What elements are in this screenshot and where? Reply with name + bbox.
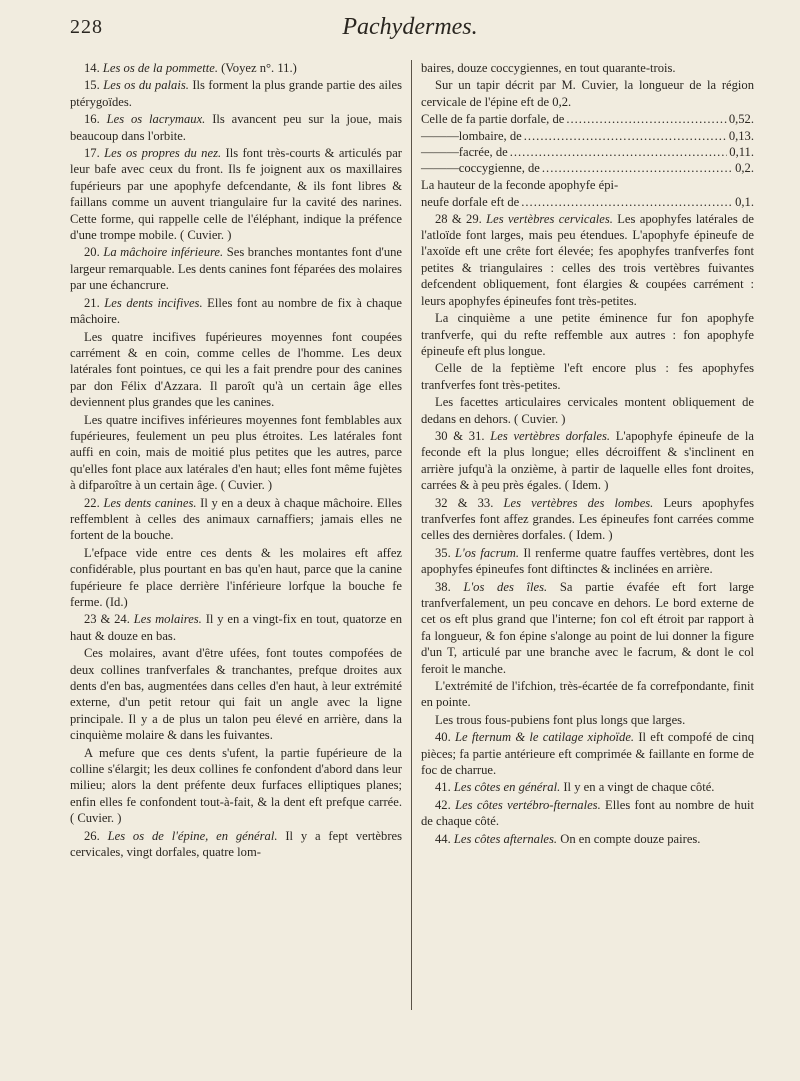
paragraph: Sur un tapir décrit par M. Cuvier, la longueur de la région cervicale de l'épine eft de 0,2. [421, 78, 754, 109]
article-paragraph [70, 828, 402, 861]
article-text: On en compte douze paires. [557, 831, 701, 846]
article-number: 41. [435, 780, 454, 795]
article-number: 42. [435, 797, 456, 812]
article-number: 17. [84, 146, 105, 161]
article-paragraph [421, 428, 754, 494]
article-paragraph [70, 495, 402, 544]
article-number: 35. [435, 545, 456, 560]
article-title: Les os de la pommette. [102, 61, 218, 75]
article-paragraph [70, 145, 402, 243]
article-number: 22. [84, 495, 104, 510]
article-paragraph [421, 495, 754, 544]
article-number: 23 & 24. [84, 612, 134, 627]
article-text: (Voyez n°. 11.) [217, 61, 297, 75]
article-paragraph [421, 831, 754, 847]
article-title: Les vertèbres dorfales. [490, 428, 610, 443]
leader-dots [566, 111, 726, 127]
article-text: Ils avancent peu sur la joue, mais beaucoup dans l'orbite. [70, 112, 403, 143]
measurement-row [421, 128, 754, 144]
article-title: Les vertèbres des lombes. [503, 495, 654, 510]
article-number: 15. [84, 78, 104, 93]
leader-dots [524, 128, 727, 144]
article-paragraph [421, 545, 754, 578]
continued-text: baires, douze coccygiennes, en tout quarante-trois. [421, 61, 676, 75]
article-title: Les côtes afternales. [453, 831, 558, 846]
paragraph: Ces molaires, avant d'être ufées, font toutes compofées de deux collines tranfverfales & tranchantes, prefque droites aux dents d'en bas, augmentées dans celles d'en haut, à leur extrémité externe, d'un petit retour qui fait un angle avec la ligne principale. Il y a de plus un talon peu élevé en arrière, dans la cinquième molaire & dans les fuivantes. [70, 646, 402, 743]
article-text: Sa partie évafée eft fort large tranfverfalement, un peu concave en dehors. Le bord externe de cet os eft plus grand que l'interne; fon col eft étroit par rapport à fa longueur, & fon épine s'alonge au point de lui donner la figure d'un T, articulé par une branche avec le facrum, & dont le col feroit le manche. [421, 579, 754, 676]
article-text: Il y a fept vertèbres cervicales, vingt dorfales, quatre lom- [70, 828, 403, 860]
article-paragraph [70, 244, 402, 293]
article-text: Il eft compofé de cinq pièces; fa partie antérieure eft comprimée & faillante en forme de foc de charrue. [421, 730, 754, 778]
paragraph: Les trous fous-pubiens font plus longs que larges. [435, 712, 686, 727]
article-text: Ses branches montantes font d'une largeur remarquable. Les dents canines font féparées des molaires par une échancrure. [70, 245, 403, 293]
article-title: Les dents incifives. [104, 295, 203, 310]
article-title: Les os lacrymaux. [106, 112, 206, 127]
measurement-value: 0,13. [728, 128, 754, 143]
article-text: Ils forment la plus grande partie des ailes ptérygoïdes. [70, 78, 403, 109]
measurement-row [421, 194, 754, 210]
paragraph: Les facettes articulaires cervicales montent obliquement de dedans en dehors. ( Cuvier. ) [421, 395, 754, 426]
article-text: Il y en a vingt-fix en tout, quatorze en haut & douze en bas. [70, 612, 402, 643]
leader-dots [510, 144, 728, 160]
article-paragraph [70, 111, 402, 144]
article-text: Les apophyfes latérales de l'atloïde font larges, mais peu étendues. L'apophyfe épineufe de l'axoïde eft une crête fort élevée; fes apophyfes tranfverfes font petites & triangulaires : celles des trois vertèbres fuivantes defcendent obliquement, font élargies & coupées carrément : leurs apophyfes épineufes font très-petites. [421, 211, 754, 308]
article-text: Il y en a deux à chaque mâchoire. Elles reffemblent à celles des animaux carnaffiers; jamais elles ne fortent de la bouche. [70, 495, 403, 543]
paragraph: L'extrémité de l'ifchion, très-écartée de fa correfpondante, finit en pointe. [421, 679, 754, 710]
article-title: Les vertèbres cervicales. [486, 211, 613, 226]
paragraph: La cinquième a une petite éminence fur fon apophyfe tranfverfe, qui du refte reffemble aux autres : fon apophyfe épineufe eft plus longue. [421, 311, 754, 358]
article-paragraph [421, 211, 754, 309]
article-text: Elles font au nombre de fix à chaque mâchoire. [70, 295, 402, 327]
measurement-value: 0,1. [735, 195, 754, 210]
article-title: Le fternum & le catilage xiphoïde. [455, 730, 635, 745]
article-paragraph [421, 579, 754, 677]
right-column [421, 60, 754, 848]
page-header [70, 14, 750, 46]
paragraph: A mefure que ces dents s'ufent, la partie fupérieure de la colline s'élargit; les deux collines fe confondent d'abord dans leur milieu; alors la dent préfente deux furfaces elliptiques planes; enfin elles fe confondent tout-à-fait, & la dent eft prefque carrée. ( Cuvier. ) [70, 745, 402, 826]
article-text: Ils font très-courts & articulés par leur bafe avec ceux du front. Ils fe joignent aux os maxillaires fupérieurs par une apophyfe defcendante, & ils font libres & faillans comme un auvent triangulaire fur la cavité des narines. Cette forme, qui rappelle celle de l'éléphant, indique la préfence d'une trompe mobile. ( Cuvier. ) [70, 146, 402, 243]
article-title: Les dents canines. [103, 495, 197, 510]
measurement-label: ———coccygienne, de [421, 161, 540, 176]
measurement-label: ———facrée, de [421, 145, 508, 160]
article-title: Les côtes vertébro-fternales. [455, 797, 601, 812]
article-title: Les os du palais. [103, 78, 189, 93]
article-number: 16. [84, 112, 107, 127]
article-number: 32 & 33. [435, 495, 504, 510]
measurement-row [421, 111, 754, 127]
paragraph: Les quatre incifives fupérieures moyennes font coupées carrément & en coin, comme celles de l'homme. Les deux latérales font pointues, ce qui les a fait prendre pour des canines par don Félix d'Azzara. Il paroît qu'à un certain âge elles deviennent plus grandes que les canines. [70, 329, 402, 410]
article-paragraph [70, 611, 402, 644]
article-text: Leurs apophyfes tranfverfes font affez grandes. Les épineufes font carrées comme celles des dernières dorfales. ( Idem. ) [421, 495, 755, 543]
paragraph: L'efpace vide entre ces dents & les molaires eft affez confidérable, plus pourtant en bas qu'en haut, parce que la canine fupérieure fe place derrière l'inférieure lorfque la bouche fe ferme. (Id.) [70, 545, 402, 609]
measurement-label: Celle de fa partie dorfale, de [421, 112, 565, 127]
article-paragraph [70, 77, 402, 110]
paragraph: Celle de la feptième l'eft encore plus : fes apophyfes tranfverfes font très-petites. [421, 361, 754, 392]
article-number: 40. [435, 730, 456, 745]
article-number: 14. [84, 61, 103, 75]
article-number: 30 & 31. [435, 428, 491, 443]
article-paragraph [70, 295, 402, 328]
measurement-row [421, 144, 754, 160]
article-title: L'os des îles. [463, 579, 548, 594]
article-title: L'os facrum. [455, 545, 520, 560]
measurement-row [421, 160, 754, 176]
leader-dots [542, 160, 733, 176]
article-number: 20. [84, 245, 104, 260]
article-text: Il renferme quatre fauffes vertèbres, dont les apophyfes épineufes font diftinctes & inclinées en arrière. [421, 545, 755, 577]
measurement-value: 0,52. [728, 112, 754, 127]
article-text: Elles font au nombre de huit de chaque côté. [421, 797, 754, 829]
article-text: L'apophyfe épineufe de la feconde eft la plus longue; elles décroiffent & s'inclinent en arrière jufqu'à la onzième, à partir de laquelle elles font droites, carrées & à peu près égales. ( Idem. ) [421, 428, 754, 493]
article-number: 21. [84, 295, 105, 310]
article-title: Les côtes en général. [453, 780, 561, 795]
article-paragraph [421, 729, 754, 778]
column-divider [411, 60, 412, 1010]
article-paragraph [421, 779, 754, 795]
article-paragraph [421, 797, 754, 830]
article-title: La mâchoire inférieure. [103, 245, 224, 260]
article-text: Il y en a vingt de chaque côté. [560, 780, 715, 795]
running-head: Pachydermes. [342, 14, 478, 40]
article-title: Les os propres du nez. [104, 146, 222, 161]
measurement-value: 0,2. [735, 161, 754, 176]
measurement-label: ———lombaire, de [421, 128, 522, 143]
page-number: 228 [70, 16, 103, 38]
article-number: 44. [435, 831, 454, 846]
continued-text: La hauteur de la feconde apophyfe épi- [421, 177, 619, 192]
article-title: Les molaires. [133, 612, 202, 627]
article-paragraph [70, 60, 402, 76]
leader-dots [521, 194, 733, 210]
article-number: 26. [84, 828, 108, 843]
paragraph: Les quatre incifives inférieures moyennes font femblables aux fupérieures, feulement un peu plus étroites. Les latérales font auffi en coin, mais de moitié plus petites que les autres, parce qu'elles font place aux latérales d'en haut; elles font même fujètes à difparoître à un certain âge. ( Cuvier. ) [70, 412, 402, 493]
measurement-label: neufe dorfale eft de [421, 195, 520, 210]
measurement-value: 0,11. [729, 145, 754, 160]
article-number: 28 & 29. [435, 211, 487, 226]
article-title: Les os de l'épine, en général. [107, 828, 278, 843]
left-column [70, 60, 402, 862]
article-number: 38. [435, 579, 464, 594]
